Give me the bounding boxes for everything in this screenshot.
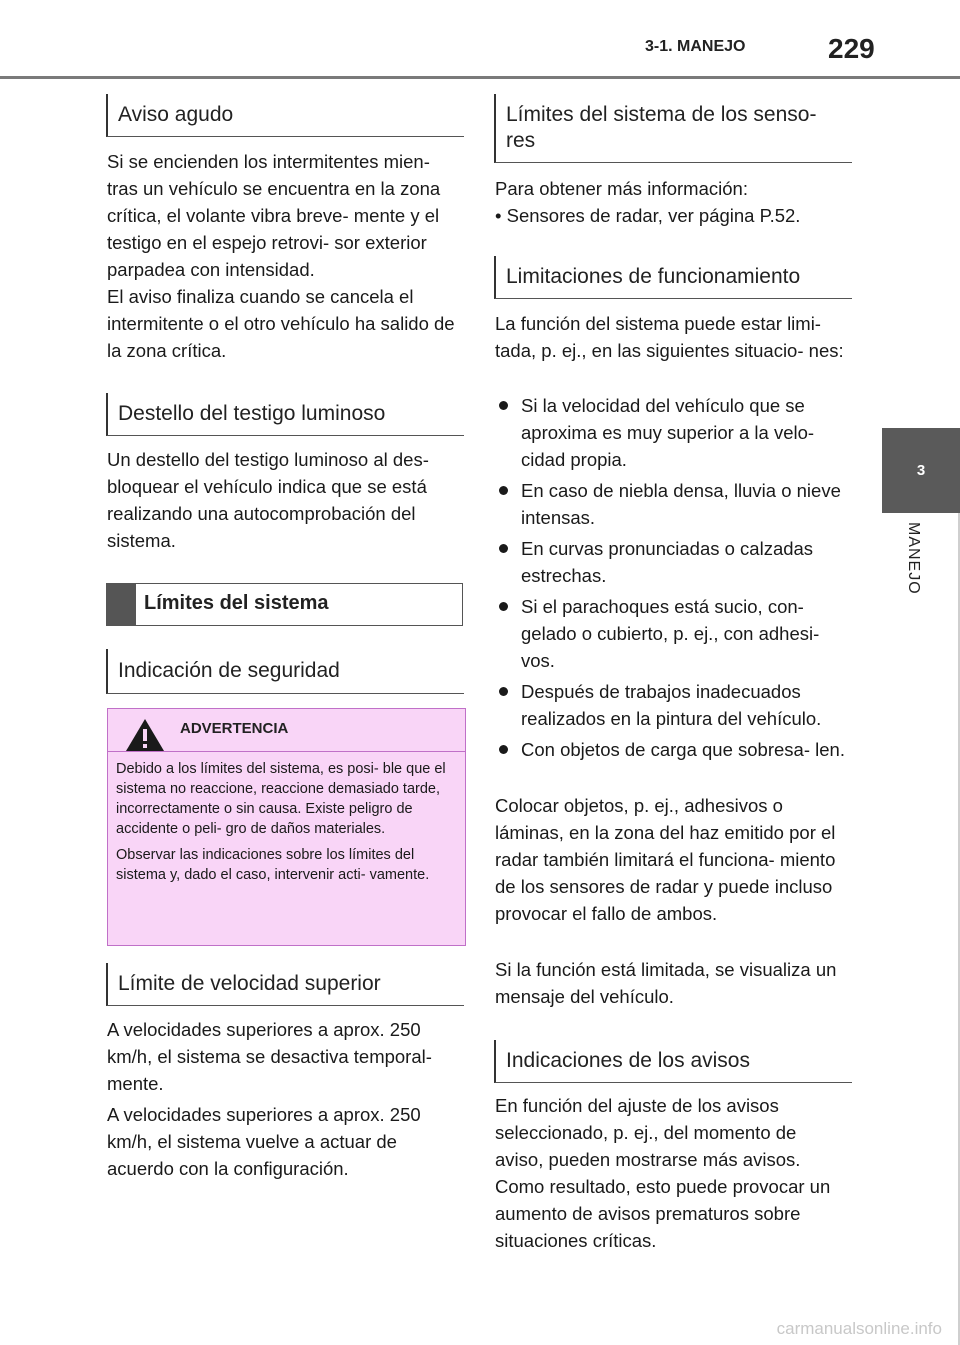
warning-paragraph-1: Debido a los límites del sistema, es posi- ble que el sistema no reaccione, reaccione demasiado tarde, incorrectamente o sin causa. Existe peligro de accidente o peli- gro de daños materiales. <box>116 761 446 837</box>
warning-title: ADVERTENCIA <box>180 720 289 737</box>
paragraph-sensores-1: Para obtener más información: <box>495 178 748 199</box>
chapter-number: 3 <box>916 462 926 479</box>
section-label: 3-1. MANEJO <box>645 38 746 55</box>
header-rule <box>0 76 960 79</box>
watermark: carmanualsonline.info <box>776 1319 942 1338</box>
paragraph-limitaciones-3: Si la función está limitada, se visualiza un mensaje del vehículo. <box>495 959 837 1007</box>
heading-limites-del-sistema <box>106 583 463 626</box>
warning-box <box>107 708 466 946</box>
list-item: Después de trabajos inadecuados realizados en la pintura del vehículo. <box>495 678 847 732</box>
paragraph-avisos: En función del ajuste de los avisos seleccionado, p. ej., del momento de aviso, pueden mostrarse más avisos. Como resultado, esto puede provocar un aumento de avisos prematuros sobre situaciones críticas. <box>495 1095 831 1251</box>
heading-avisos: Indicaciones de los avisos <box>494 1040 852 1083</box>
paragraph-velocidad-2: A velocidades superiores a aprox. 250 km/h, el sistema vuelve a actuar de acuerdo con la configuración. <box>107 1104 421 1179</box>
warning-triangle-icon <box>124 717 166 753</box>
paragraph-aviso-agudo-1: Si se encienden los intermitentes mien- tras un vehículo se encuentra en la zona crítica, el volante vibra breve- mente y el testigo en el espejo retrovi- sor exterior parpadea con intensidad. <box>107 151 441 280</box>
chapter-tab-label: MANEJO <box>905 522 922 595</box>
bullet-dot <box>499 602 508 611</box>
heading-aviso-agudo: Aviso agudo <box>106 94 464 137</box>
paragraph-aviso-agudo-2: El aviso finaliza cuando se cancela el intermitente o el otro vehículo ha salido de la zona crítica. <box>107 286 455 361</box>
paragraph-velocidad-1: A velocidades superiores a aprox. 250 km/h, el sistema se desactiva temporal- mente. <box>107 1019 432 1094</box>
heading-limitaciones: Limitaciones de funcionamiento <box>494 256 852 299</box>
warning-paragraph-2: Observar las indicaciones sobre los límites del sistema y, dado el caso, intervenir acti- vamente. <box>116 847 430 883</box>
list-item: En curvas pronunciadas o calzadas estrechas. <box>495 535 847 589</box>
warning-header <box>108 709 465 752</box>
heading-limites-text: Límites del sistema <box>144 592 329 614</box>
page-number: 229 <box>828 33 875 64</box>
heading-limites-sensores: Límites del sistema de los senso- res <box>494 94 852 163</box>
heading-bar <box>106 584 136 625</box>
heading-destello: Destello del testigo luminoso <box>106 393 464 436</box>
list-item: Con objetos de carga que sobresa- len. <box>495 736 847 763</box>
paragraph-limitaciones-intro: La función del sistema puede estar limi- tada, p. ej., en las siguientes situacio- nes: <box>495 313 844 361</box>
heading-indicacion-seguridad: Indicación de seguridad <box>106 649 464 694</box>
paragraph-limitaciones-2: Colocar objetos, p. ej., adhesivos o láminas, en la zona del haz emitido por el radar también limitará el funciona- miento de los sensores de radar y puede incluso provocar el fallo de ambos. <box>495 795 836 924</box>
chapter-tab <box>882 428 960 513</box>
list-item: Si el parachoques está sucio, con- gelado o cubierto, p. ej., con adhesi- vos. <box>495 593 847 674</box>
bullet-dot <box>499 486 508 495</box>
list-item: En caso de niebla densa, lluvia o nieve intensas. <box>495 477 847 531</box>
list-item: Si la velocidad del vehículo que se aproxima es muy superior a la velo- cidad propia. <box>495 392 847 473</box>
bullet-dot <box>499 745 508 754</box>
bullet-dot <box>499 544 508 553</box>
paragraph-sensores-2: • Sensores de radar, ver página P.52. <box>495 205 801 226</box>
bullet-dot <box>499 687 508 696</box>
limitations-list <box>495 392 847 767</box>
paragraph-destello: Un destello del testigo luminoso al des- bloquear el vehículo indica que se está realizando una autocomprobación del sistema. <box>107 449 429 551</box>
heading-velocidad-superior: Límite de velocidad superior <box>106 963 464 1006</box>
bullet-dot <box>499 401 508 410</box>
